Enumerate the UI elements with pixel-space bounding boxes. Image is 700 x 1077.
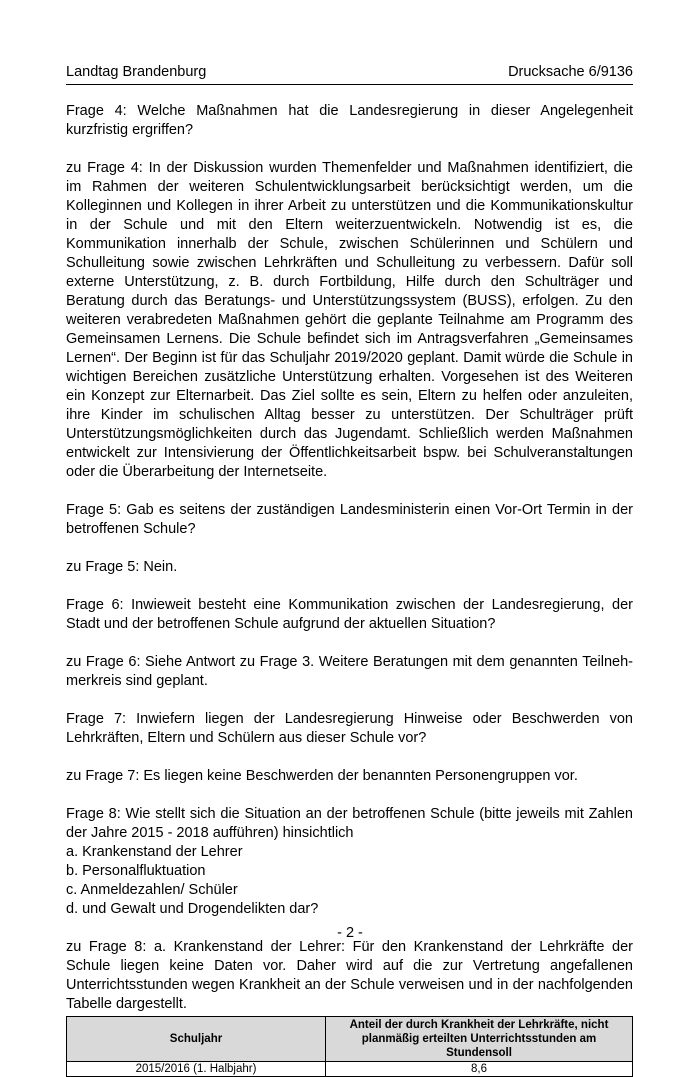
header-publisher: Landtag Brandenburg <box>66 64 207 80</box>
question-7: Frage 7: Inwiefern liegen der Landesregierung Hinweise oder Beschwerden von Lehrkräften, Eltern und Schülern aus dieser Schule vor? <box>66 711 633 746</box>
question-6: Frage 6: Inwieweit besteht eine Kommunikation zwischen der Landesregierung, der Stadt und der betroffenen Schule aufgrund der aktuellen Situation? <box>66 597 633 632</box>
list-item: a. Krankenstand der Lehrer <box>66 844 243 860</box>
answer-6: zu Frage 6: Siehe Antwort zu Frage 3. Weitere Beratungen mit dem genannten Teilnehmerkreis sind geplant. <box>66 654 633 689</box>
answer-7: zu Frage 7: Es liegen keine Beschwerden der benannten Personengruppen vor. <box>66 768 578 784</box>
table-cell-school-year: 2015/2016 (1. Halbjahr) <box>67 1062 326 1077</box>
question-5: Frage 5: Gab es seitens der zuständigen Landesministerin einen Vor-Ort Termin in der betroffenen Schule? <box>66 502 633 537</box>
question-8: Frage 8: Wie stellt sich die Situation an der betroffenen Schule (bitte jeweils mit Zahlen der Jahre 2015 - 2018 aufführen) hinsichtlich <box>66 806 633 841</box>
page-header <box>66 64 633 85</box>
question-8-list <box>66 843 633 919</box>
answer-5: zu Frage 5: Nein. <box>66 559 178 575</box>
page-number: - 2 - <box>337 925 363 941</box>
list-item: d. und Gewalt und Drogendelikten dar? <box>66 901 319 917</box>
answer-8: zu Frage 8: a. Krankenstand der Lehrer: Für den Krankenstand der Lehrkräfte der Schule liegen keine Daten vor. Daher wird auf die zur Vertretung angefallenen Unterrichtsstunden wegen Krankheit an der Schule verweisen und in der nachfolgenden Tabelle dargestellt. <box>66 939 633 1012</box>
sick-leave-table <box>66 1016 633 1077</box>
question-4: Frage 4: Welche Maßnahmen hat die Landesregierung in dieser Angelegenheit kurzfristig ergriffen? <box>66 103 633 138</box>
list-item: c. Anmeldezahlen/ Schüler <box>66 882 238 898</box>
list-item: b. Personalfluktuation <box>66 863 206 879</box>
column-header-share: Anteil der durch Krankheit der Lehrkräfte, nicht planmäßig erteilten Unterrichtsstunden am Stundensoll <box>326 1017 633 1062</box>
answer-4: zu Frage 4: In der Diskussion wurden Themenfelder und Maßnahmen identifiziert, die im Rahmen der weiteren Schulentwicklungsarbeit berücksichtigt werden, um die Kolleginnen und Kollegen in ihrer Arbeit zu unterstützen und die Kommunikationskultur in der Schule und mit den Eltern weiterzuentwickeln. Notwendig ist es, die Kommunikation innerhalb der Schule, zwischen Schülerinnen und Schülern und Schulleitung sowie zwischen Lehrkräften und Schulleitung zu verbessern. Dafür soll externe Unterstützung, z. B. durch Fortbildung, Hilfe durch den Schulträger und Beratung durch das Beratungs- und Unterstützungssystem (BUSS), erfolgen. Zu den weiteren verabredeten Maßnahmen gehört die geplante Teilnahme am Programm des Gemeinsamen Lernens. Die Schule befindet sich im Antragsverfahren „Gemeinsames Lernen“. Der Beginn ist für das Schuljahr 2019/2020 geplant. Damit würde die Schule in wichtigen Bereichen zusätzliche Unterstützung erhalten. Vorgesehen ist des Weiteren ein Konzept zur Elternarbeit. Das Ziel sollte es sein, Eltern zu helfen oder anzuleiten, ihre Kinder im schulischen Alltag besser zu unterstützen. Der Schulträger prüft Unterstützungsmöglichkeiten durch das Jugendamt. Schließlich werden Maßnahmen entwickelt zur Intensivierung der Öffentlichkeitsarbeit bspw. bei Schulveranstaltungen oder die Überarbeitung der Internetseite. <box>66 160 633 480</box>
column-header-school-year: Schuljahr <box>67 1017 326 1062</box>
table-row <box>67 1062 633 1077</box>
table-cell-share: 8,6 <box>326 1062 633 1077</box>
header-document-number: Drucksache 6/9136 <box>508 64 633 80</box>
table-header-row <box>67 1017 633 1062</box>
